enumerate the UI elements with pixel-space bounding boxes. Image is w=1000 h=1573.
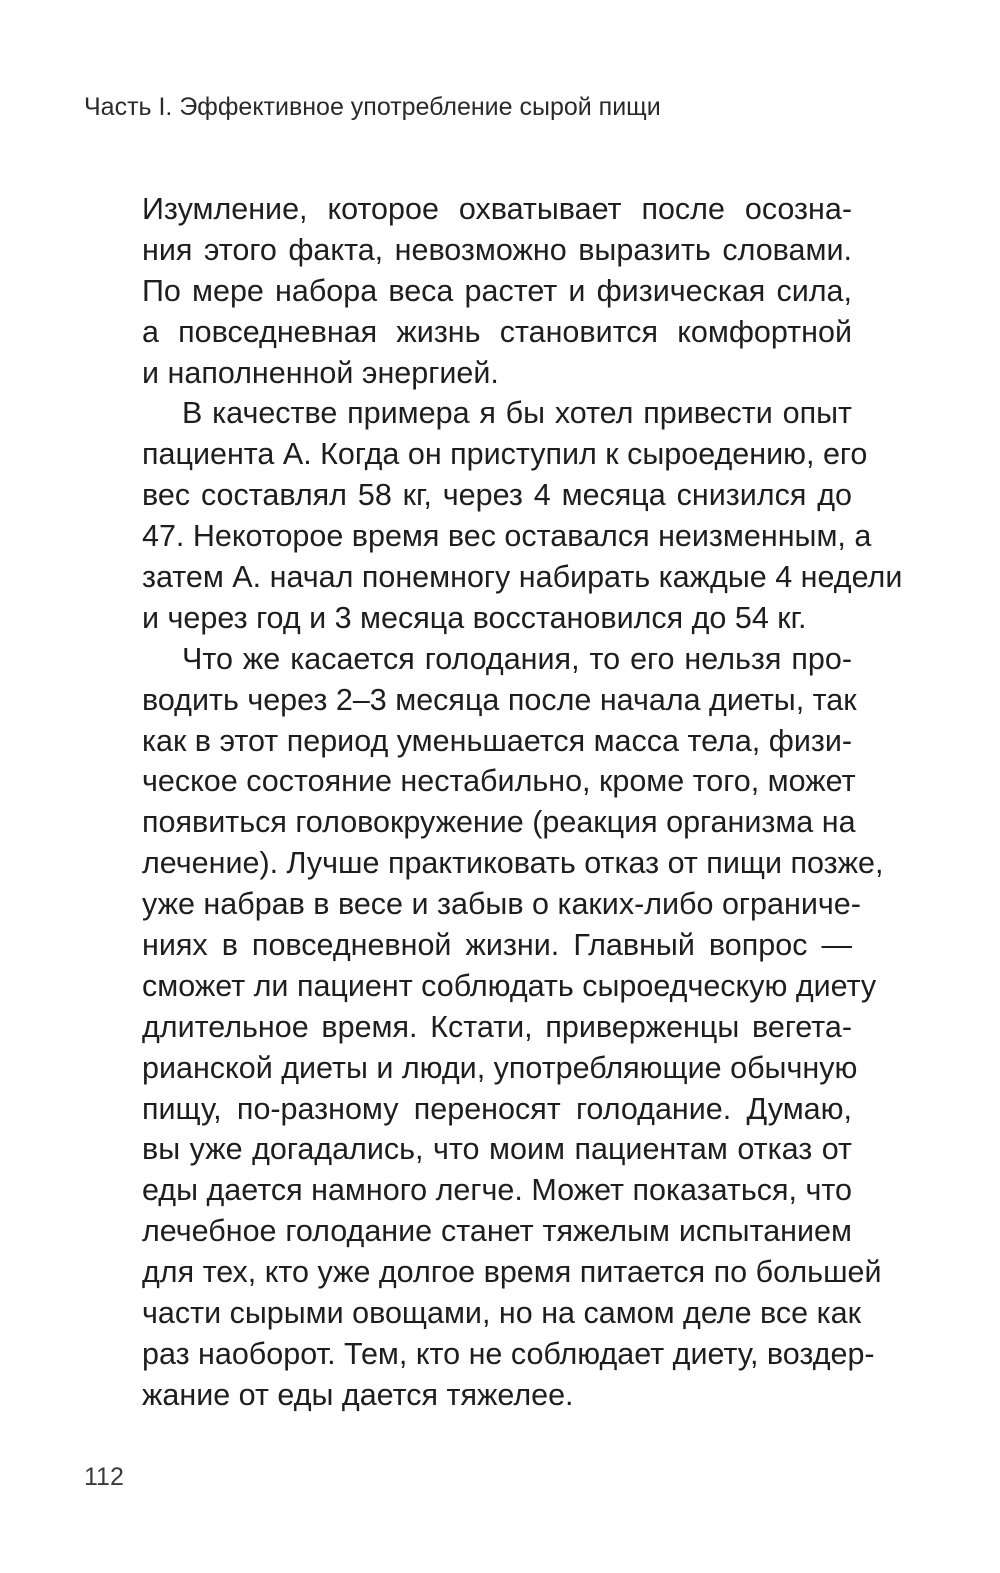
text-line: затем А. начал понемногу набирать каждые 4 недели — [142, 560, 903, 595]
text-line: а повседневная жизнь становится комфортной — [142, 314, 852, 349]
text-line: сможет ли пациент соблюдать сыроедческую диету — [142, 968, 877, 1003]
text-line: пациента А. Когда он приступил к сыроедению, его — [142, 437, 868, 472]
text-line: жание от еды дается тяжелее. — [142, 1377, 574, 1412]
text-line: Что же касается голодания, то его нельзя про- — [182, 641, 852, 676]
text-line: пищу, по-разному переносят голодание. Думаю, — [142, 1091, 852, 1126]
paragraph-2 — [142, 393, 903, 638]
text-line: лечебное голодание станет тяжелым испытанием — [142, 1214, 852, 1249]
text-line: водить через 2–3 месяца после начала диеты, так — [142, 682, 857, 717]
text-line: и через год и 3 месяца восстановился до 54 кг. — [142, 600, 807, 635]
text-line: лечение). Лучше практиковать отказ от пищи позже, — [142, 846, 884, 881]
text-line: еды дается намного легче. Может показаться, что — [142, 1173, 852, 1208]
page-body — [142, 189, 903, 1416]
text-line: раз наоборот. Тем, кто не соблюдает диету, воздер- — [142, 1336, 875, 1371]
running-head: Часть I. Эффективное употребление сырой пищи — [84, 93, 661, 121]
page-number: 112 — [84, 1463, 124, 1491]
text-line: как в этот период уменьшается масса тела, физи- — [142, 723, 853, 758]
text-line: вес составлял 58 кг, через 4 месяца снизился до — [142, 478, 852, 513]
text-line: рианской диеты и люди, употребляющие обычную — [142, 1050, 858, 1085]
text-line: появиться головокружение (реакция организма на — [142, 805, 856, 840]
text-line: вы уже догадались, что моим пациентам отказ от — [142, 1132, 852, 1167]
text-line: для тех, кто уже долгое время питается по большей — [142, 1255, 882, 1290]
text-line: В качестве примера я бы хотел привести опыт — [182, 396, 852, 431]
paragraph-1 — [142, 189, 852, 393]
text-line: 47. Некоторое время вес оставался неизменным, а — [142, 519, 872, 554]
text-line: части сырыми овощами, но на самом деле все как — [142, 1296, 861, 1331]
text-line: длительное время. Кстати, приверженцы вегета- — [142, 1009, 852, 1044]
text-line: По мере набора веса растет и физическая сила, — [142, 273, 852, 308]
paragraph-3 — [142, 639, 884, 1416]
text-line: ческое состояние нестабильно, кроме того, может — [142, 764, 856, 799]
text-line: ния этого факта, невозможно выразить словами. — [142, 232, 852, 267]
text-line: Изумление, которое охватывает после осозна- — [142, 192, 852, 226]
text-line: и наполненной энергией. — [142, 355, 499, 390]
text-line: ниях в повседневной жизни. Главный вопрос — — [142, 928, 852, 963]
text-line: уже набрав в весе и забыв о каких-либо ограниче- — [142, 887, 861, 922]
